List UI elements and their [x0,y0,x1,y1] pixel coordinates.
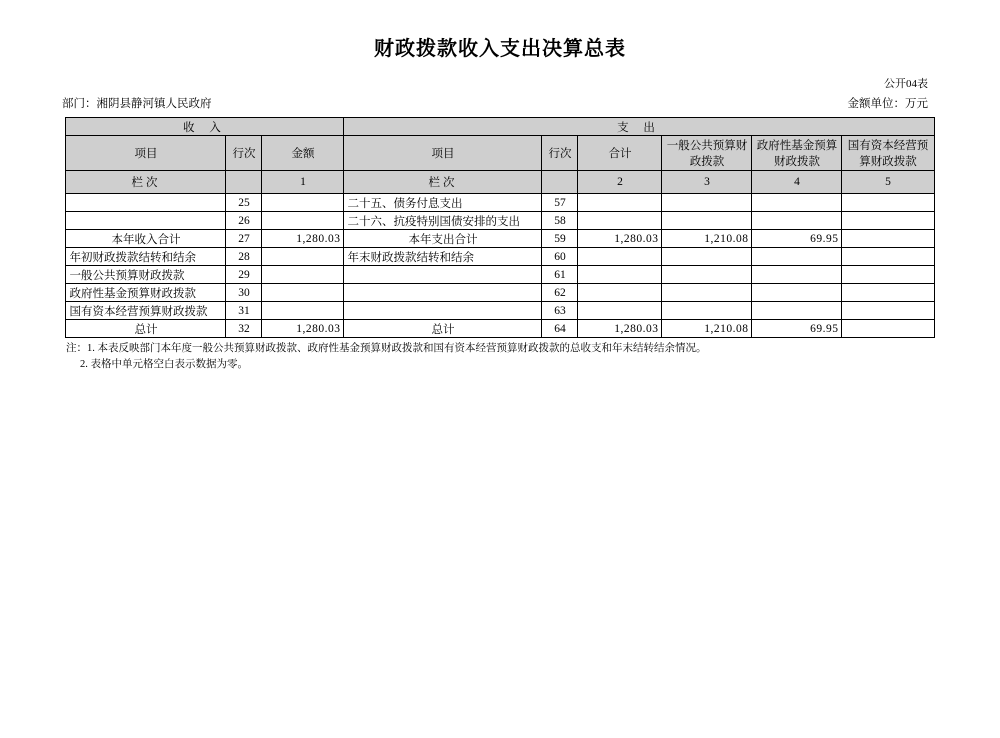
cell-exp-line: 58 [542,212,578,230]
cell-income-item: 政府性基金预算财政拨款 [66,284,226,302]
form-code: 公开04表 [884,78,928,90]
col-exp-general: 一般公共预算财政拨款 [662,136,752,171]
table-column-number-row [66,171,934,194]
cell-exp-total [578,248,662,266]
col-exp-item: 项目 [344,136,542,171]
cell-exp-item: 二十六、抗疫特别国债安排的支出 [344,212,542,230]
cell-exp-total: 1,280.03 [578,320,662,338]
cell-exp-general: 1,210.08 [662,320,752,338]
cell-exp-line: 60 [542,248,578,266]
col-exp-capital: 国有资本经营预算财政拨款 [842,136,934,171]
table-row [66,248,934,266]
cell-exp-item: 二十五、债务付息支出 [344,194,542,212]
cell-income-amount [262,248,344,266]
document-page [0,32,1000,738]
cell-exp-total [578,194,662,212]
cell-exp-capital [842,230,934,248]
table-row [66,194,934,212]
cell-income-amount [262,266,344,284]
table-row [66,212,934,230]
cell-exp-total [578,284,662,302]
table-row [66,266,934,284]
cell-income-amount: 1,280.03 [262,230,344,248]
meta-row [0,95,1000,113]
cell-exp-general [662,284,752,302]
column-number-label-income: 栏次 [66,171,226,194]
cell-income-line: 30 [226,284,262,302]
cell-exp-capital [842,284,934,302]
cell-income-amount [262,302,344,320]
note-line-1: 注：1. 本表反映部门本年度一般公共预算财政拨款、政府性基金预算财政拨款和国有资本经营预算财政拨款的总收支和年末结转结余情况。 [66,343,707,354]
cell-exp-item [344,284,542,302]
cell-exp-fund [752,194,842,212]
col-income-item: 项目 [66,136,226,171]
cell-exp-general [662,212,752,230]
cell-exp-capital [842,320,934,338]
cell-exp-line: 61 [542,266,578,284]
cell-income-item: 国有资本经营预算财政拨款 [66,302,226,320]
cell-exp-general [662,302,752,320]
table-row [66,284,934,302]
cell-income-item: 总计 [66,320,226,338]
cell-exp-capital [842,248,934,266]
cell-exp-item [344,266,542,284]
cell-exp-fund [752,284,842,302]
cell-income-amount [262,212,344,230]
table-group-header-row [66,118,934,136]
financial-table [65,117,934,338]
cell-income-line: 29 [226,266,262,284]
note-line-2: 2. 表格中单元格空白表示数据为零。 [80,358,248,370]
form-code-row [0,75,1000,93]
cell-exp-general [662,266,752,284]
cell-exp-fund [752,302,842,320]
unit-label: 金额单位：万元 [847,98,928,110]
cell-income-line: 31 [226,302,262,320]
cell-income-item [66,194,226,212]
cell-income-line: 25 [226,194,262,212]
cell-exp-fund: 69.95 [752,320,842,338]
cell-exp-total [578,302,662,320]
column-number-2: 2 [578,171,662,194]
cell-exp-total: 1,280.03 [578,230,662,248]
cell-exp-capital [842,266,934,284]
department-label: 部门：湘阴县静河镇人民政府 [62,98,212,110]
cell-exp-fund [752,212,842,230]
cell-income-line: 28 [226,248,262,266]
column-number-3: 3 [662,171,752,194]
expenditure-group-header: 支 出 [344,118,934,136]
cell-income-amount [262,284,344,302]
cell-income-line: 27 [226,230,262,248]
column-number-4: 4 [752,171,842,194]
column-number-5: 5 [842,171,934,194]
cell-exp-item: 年末财政拨款结转和结余 [344,248,542,266]
cell-exp-total [578,266,662,284]
cell-exp-line: 59 [542,230,578,248]
col-income-amount: 金额 [262,136,344,171]
cell-exp-fund [752,248,842,266]
page-title: 财政拨款收入支出决算总表 [374,38,626,60]
cell-exp-fund [752,266,842,284]
cell-exp-line: 62 [542,284,578,302]
cell-income-item: 一般公共预算财政拨款 [66,266,226,284]
cell-exp-item [344,302,542,320]
column-number-blank-2 [542,171,578,194]
table-row-total [66,320,934,338]
table-row [66,302,934,320]
cell-income-amount [262,194,344,212]
cell-income-line: 26 [226,212,262,230]
cell-exp-capital [842,302,934,320]
column-number-1: 1 [262,171,344,194]
cell-income-line: 32 [226,320,262,338]
table-notes [66,341,934,373]
col-exp-line: 行次 [542,136,578,171]
cell-income-item: 本年收入合计 [66,230,226,248]
cell-exp-item: 本年支出合计 [344,230,542,248]
income-group-header: 收 入 [66,118,344,136]
col-exp-fund: 政府性基金预算财政拨款 [752,136,842,171]
cell-income-item [66,212,226,230]
cell-exp-capital [842,194,934,212]
cell-exp-general [662,248,752,266]
cell-exp-capital [842,212,934,230]
cell-exp-line: 64 [542,320,578,338]
table-column-header-row [66,136,934,171]
cell-exp-item: 总计 [344,320,542,338]
column-number-blank-1 [226,171,262,194]
cell-exp-total [578,212,662,230]
cell-exp-fund: 69.95 [752,230,842,248]
col-income-line: 行次 [226,136,262,171]
cell-exp-general [662,194,752,212]
cell-exp-line: 57 [542,194,578,212]
cell-income-item: 年初财政拨款结转和结余 [66,248,226,266]
column-number-label-exp: 栏次 [344,171,542,194]
col-exp-total: 合计 [578,136,662,171]
cell-exp-general: 1,210.08 [662,230,752,248]
table-row [66,230,934,248]
cell-income-amount: 1,280.03 [262,320,344,338]
cell-exp-line: 63 [542,302,578,320]
